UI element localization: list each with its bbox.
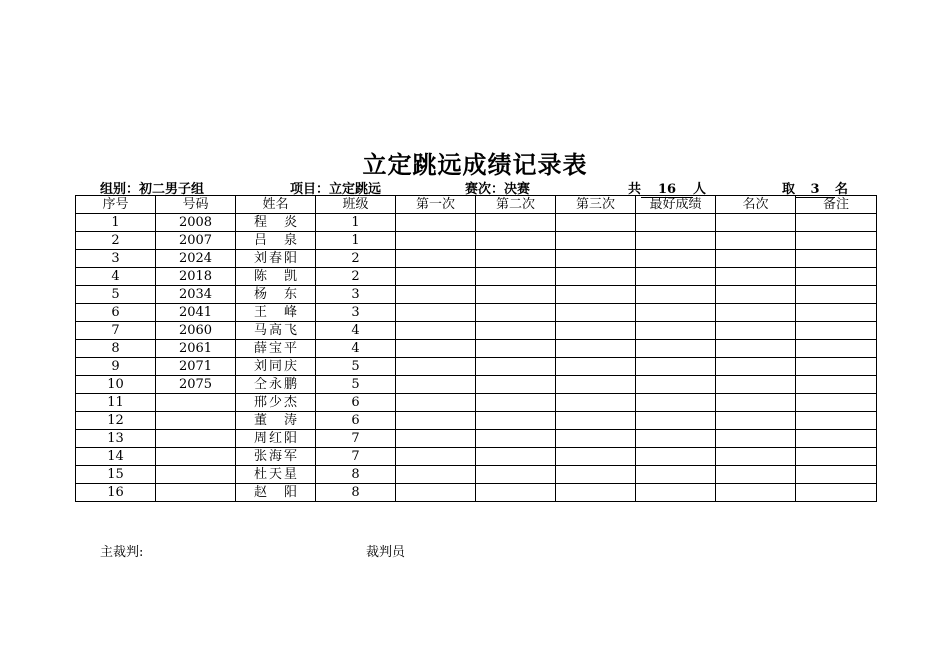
rank-cell <box>716 340 796 358</box>
attempt-1-cell <box>396 448 476 466</box>
name-cell: 薛宝平 <box>236 340 316 358</box>
number-cell: 2007 <box>156 232 236 250</box>
notes-cell <box>796 358 877 376</box>
class-cell: 4 <box>316 340 396 358</box>
best-cell <box>636 232 716 250</box>
attempt-3-cell <box>556 358 636 376</box>
table-row <box>76 376 877 394</box>
attempt-2-cell <box>476 412 556 430</box>
notes-cell <box>796 430 877 448</box>
attempt-3-cell <box>556 412 636 430</box>
attempt-3-cell <box>556 376 636 394</box>
name-cell: 张海军 <box>236 448 316 466</box>
rank-cell <box>716 268 796 286</box>
rank-cell <box>716 322 796 340</box>
event-label: 项目：立定跳远 <box>290 182 382 197</box>
class-cell: 6 <box>316 412 396 430</box>
rank-cell <box>716 448 796 466</box>
rank-cell <box>716 232 796 250</box>
attempt-2-cell <box>476 340 556 358</box>
group-label: 组别：初二男子组 <box>100 182 205 197</box>
seq-cell: 14 <box>76 448 156 466</box>
attempt-3-cell <box>556 268 636 286</box>
class-cell: 2 <box>316 268 396 286</box>
attempt-2-cell <box>476 214 556 232</box>
table-row <box>76 232 877 250</box>
table-row <box>76 250 877 268</box>
number-cell <box>156 394 236 412</box>
attempt-2-cell <box>476 484 556 502</box>
seq-cell: 9 <box>76 358 156 376</box>
best-cell <box>636 484 716 502</box>
name-cell: 刘同庆 <box>236 358 316 376</box>
table-body <box>76 214 877 502</box>
name-cell: 赵 阳 <box>236 484 316 502</box>
class-cell: 5 <box>316 376 396 394</box>
attempt-2-cell <box>476 232 556 250</box>
rank-cell <box>716 304 796 322</box>
attempt-1-cell <box>396 340 476 358</box>
class-cell: 3 <box>316 286 396 304</box>
header-best: 最好成绩 <box>636 196 716 214</box>
judge-label: 裁判员 <box>366 545 406 560</box>
notes-cell <box>796 448 877 466</box>
number-cell: 2041 <box>156 304 236 322</box>
seq-cell: 6 <box>76 304 156 322</box>
table-row <box>76 340 877 358</box>
name-cell: 杜天星 <box>236 466 316 484</box>
take-count: 3 <box>795 183 835 198</box>
table-row <box>76 484 877 502</box>
header-rank: 名次 <box>716 196 796 214</box>
attempt-1-cell <box>396 430 476 448</box>
attempt-3-cell <box>556 250 636 268</box>
class-cell: 4 <box>316 322 396 340</box>
best-cell <box>636 322 716 340</box>
rank-cell <box>716 250 796 268</box>
table-row <box>76 286 877 304</box>
table-row <box>76 358 877 376</box>
notes-cell <box>796 484 877 502</box>
rank-cell <box>716 430 796 448</box>
attempt-3-cell <box>556 466 636 484</box>
attempt-1-cell <box>396 484 476 502</box>
class-cell: 8 <box>316 466 396 484</box>
notes-cell <box>796 232 877 250</box>
attempt-1-cell <box>396 358 476 376</box>
attempt-2-cell <box>476 466 556 484</box>
total-suffix: 人 <box>693 182 707 197</box>
attempt-2-cell <box>476 376 556 394</box>
score-table <box>75 195 877 502</box>
notes-cell <box>796 376 877 394</box>
notes-cell <box>796 466 877 484</box>
seq-cell: 2 <box>76 232 156 250</box>
best-cell <box>636 304 716 322</box>
name-cell: 董 涛 <box>236 412 316 430</box>
seq-cell: 5 <box>76 286 156 304</box>
class-cell: 8 <box>316 484 396 502</box>
header-attempt-2: 第二次 <box>476 196 556 214</box>
attempt-3-cell <box>556 286 636 304</box>
rank-cell <box>716 376 796 394</box>
attempt-2-cell <box>476 250 556 268</box>
notes-cell <box>796 268 877 286</box>
number-cell <box>156 412 236 430</box>
header-row <box>76 196 877 214</box>
name-cell: 程 炎 <box>236 214 316 232</box>
table-row <box>76 214 877 232</box>
name-cell: 邢少杰 <box>236 394 316 412</box>
seq-cell: 8 <box>76 340 156 358</box>
header-name: 姓名 <box>236 196 316 214</box>
seq-cell: 11 <box>76 394 156 412</box>
attempt-1-cell <box>396 304 476 322</box>
best-cell <box>636 214 716 232</box>
number-cell: 2060 <box>156 322 236 340</box>
header-class: 班级 <box>316 196 396 214</box>
attempt-2-cell <box>476 358 556 376</box>
table-row <box>76 304 877 322</box>
table-row <box>76 268 877 286</box>
best-cell <box>636 376 716 394</box>
number-cell <box>156 448 236 466</box>
class-cell: 3 <box>316 304 396 322</box>
header-attempt-3: 第三次 <box>556 196 636 214</box>
notes-cell <box>796 322 877 340</box>
seq-cell: 15 <box>76 466 156 484</box>
table-row <box>76 430 877 448</box>
header-notes: 备注 <box>796 196 877 214</box>
class-cell: 1 <box>316 232 396 250</box>
attempt-2-cell <box>476 430 556 448</box>
attempt-2-cell <box>476 268 556 286</box>
attempt-3-cell <box>556 232 636 250</box>
attempt-3-cell <box>556 430 636 448</box>
attempt-3-cell <box>556 322 636 340</box>
seq-cell: 1 <box>76 214 156 232</box>
attempt-1-cell <box>396 250 476 268</box>
rank-cell <box>716 214 796 232</box>
notes-cell <box>796 214 877 232</box>
table-row <box>76 412 877 430</box>
take-prefix: 取 <box>782 182 796 197</box>
number-cell: 2061 <box>156 340 236 358</box>
table-row <box>76 466 877 484</box>
table-row <box>76 448 877 466</box>
header-attempt-1: 第一次 <box>396 196 476 214</box>
class-cell: 7 <box>316 430 396 448</box>
class-cell: 6 <box>316 394 396 412</box>
rank-cell <box>716 412 796 430</box>
name-cell: 周红阳 <box>236 430 316 448</box>
best-cell <box>636 412 716 430</box>
attempt-2-cell <box>476 448 556 466</box>
attempt-3-cell <box>556 484 636 502</box>
attempt-1-cell <box>396 232 476 250</box>
table-row <box>76 394 877 412</box>
seq-cell: 7 <box>76 322 156 340</box>
best-cell <box>636 286 716 304</box>
number-cell <box>156 484 236 502</box>
best-cell <box>636 250 716 268</box>
header-number: 号码 <box>156 196 236 214</box>
attempt-1-cell <box>396 268 476 286</box>
round-label: 赛次：决赛 <box>465 182 531 197</box>
name-cell: 杨 东 <box>236 286 316 304</box>
best-cell <box>636 430 716 448</box>
notes-cell <box>796 286 877 304</box>
total-count: 16 <box>641 183 693 198</box>
take-suffix: 名 <box>835 182 849 197</box>
rank-cell <box>716 466 796 484</box>
notes-cell <box>796 304 877 322</box>
attempt-2-cell <box>476 304 556 322</box>
number-cell: 2024 <box>156 250 236 268</box>
attempt-3-cell <box>556 340 636 358</box>
header-seq: 序号 <box>76 196 156 214</box>
seq-cell: 16 <box>76 484 156 502</box>
attempt-3-cell <box>556 304 636 322</box>
rank-cell <box>716 358 796 376</box>
rank-cell <box>716 484 796 502</box>
attempt-2-cell <box>476 286 556 304</box>
attempt-1-cell <box>396 214 476 232</box>
rank-cell <box>716 286 796 304</box>
name-cell: 王 峰 <box>236 304 316 322</box>
total-prefix: 共 <box>628 182 642 197</box>
attempt-1-cell <box>396 394 476 412</box>
rank-cell <box>716 394 796 412</box>
class-cell: 7 <box>316 448 396 466</box>
seq-cell: 10 <box>76 376 156 394</box>
seq-cell: 12 <box>76 412 156 430</box>
attempt-1-cell <box>396 322 476 340</box>
attempt-1-cell <box>396 376 476 394</box>
notes-cell <box>796 412 877 430</box>
notes-cell <box>796 340 877 358</box>
seq-cell: 3 <box>76 250 156 268</box>
number-cell <box>156 430 236 448</box>
name-cell: 马高飞 <box>236 322 316 340</box>
attempt-3-cell <box>556 448 636 466</box>
attempt-3-cell <box>556 394 636 412</box>
attempt-1-cell <box>396 286 476 304</box>
best-cell <box>636 466 716 484</box>
attempt-1-cell <box>396 466 476 484</box>
chief-judge-label: 主裁判: <box>100 545 144 560</box>
attempt-1-cell <box>396 412 476 430</box>
name-cell: 吕 泉 <box>236 232 316 250</box>
best-cell <box>636 268 716 286</box>
best-cell <box>636 394 716 412</box>
best-cell <box>636 448 716 466</box>
seq-cell: 13 <box>76 430 156 448</box>
attempt-2-cell <box>476 322 556 340</box>
name-cell: 仝永鹏 <box>236 376 316 394</box>
notes-cell <box>796 394 877 412</box>
attempt-3-cell <box>556 214 636 232</box>
best-cell <box>636 358 716 376</box>
name-cell: 陈 凯 <box>236 268 316 286</box>
table-row <box>76 322 877 340</box>
class-cell: 2 <box>316 250 396 268</box>
seq-cell: 4 <box>76 268 156 286</box>
notes-cell <box>796 250 877 268</box>
class-cell: 1 <box>316 214 396 232</box>
name-cell: 刘春阳 <box>236 250 316 268</box>
number-cell: 2034 <box>156 286 236 304</box>
best-cell <box>636 340 716 358</box>
page-title: 立定跳远成绩记录表 <box>362 150 588 179</box>
number-cell <box>156 466 236 484</box>
number-cell: 2075 <box>156 376 236 394</box>
number-cell: 2071 <box>156 358 236 376</box>
number-cell: 2008 <box>156 214 236 232</box>
class-cell: 5 <box>316 358 396 376</box>
attempt-2-cell <box>476 394 556 412</box>
number-cell: 2018 <box>156 268 236 286</box>
